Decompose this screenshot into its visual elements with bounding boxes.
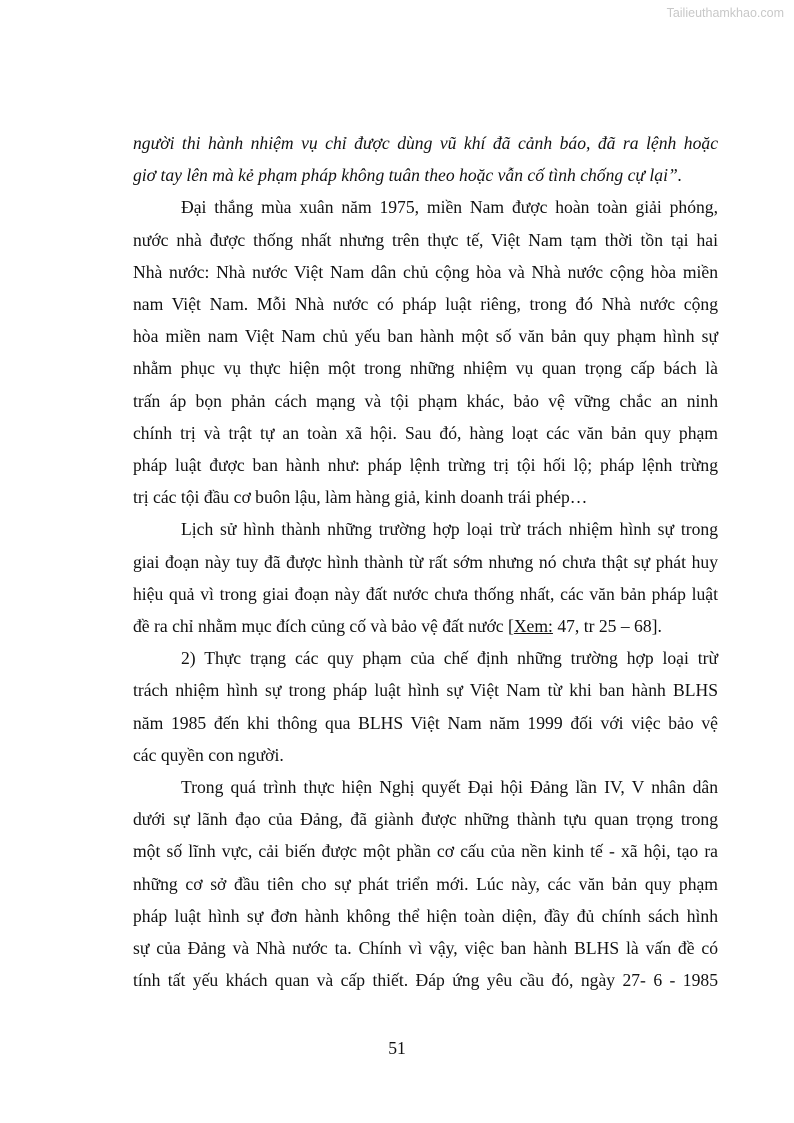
text-line [133,160,718,190]
text-line-content: đề ra chỉ nhằm mục đích củng cố và bảo vệ đất nước [ [133,616,514,636]
text-line [133,836,718,866]
text-line-content: chính trị và trật tự an toàn xã hội. Sau đó, hàng loạt các văn bản quy phạm [133,422,718,443]
text-line [133,353,718,383]
text-line [133,386,718,416]
text-line-content: dưới sự lãnh đạo của Đảng, đã giành được những thành tựu quan trọng trong [133,809,718,830]
text-line-content: 2) Thực trạng các quy phạm của chế định những trường hợp loại trừ [181,648,718,669]
text-line [133,192,718,222]
text-line [133,869,718,899]
text-line [133,675,718,705]
text-line-content: trấn áp bọn phản cách mạng và tội phạm khác, bảo vệ vững chắc an ninh [133,390,718,411]
text-line-content: pháp luật được ban hành như: pháp lệnh trừng trị tội hối lộ; pháp lệnh trừng [133,455,718,475]
watermark: Tailieuthamkhao.com [666,6,784,20]
text-line-content: hòa miền nam Việt Nam chủ yếu ban hành một số văn bản quy phạm hình sự [133,326,718,347]
text-line-content: tính tất yếu khách quan và cấp thiết. Đáp ứng yêu cầu đó, ngày 27- 6 - 1985 [133,970,718,991]
text-line [133,901,718,931]
text-line [133,225,718,255]
text-line-content: trách nhiệm hình sự trong pháp luật hình sự Việt Nam từ khi ban hành BLHS [133,680,718,701]
text-line-content: Đại thắng mùa xuân năm 1975, miền Nam được hoàn toàn giải phóng, [181,197,718,218]
text-line-content: một số lĩnh vực, cải biến được một phần cơ cấu của nền kinh tế - xã hội, tạo ra [133,841,718,862]
page-number: 51 [388,1038,406,1058]
text-line-content: những cơ sở đầu tiên cho sự phát triển mới. Lúc này, các văn bản quy phạm [133,873,718,894]
text-line-content: pháp luật hình sự đơn hành không thể hiện toàn diện, đầy đủ chính sách hình [133,905,718,926]
text-line-content: nhằm phục vụ thực hiện một trong những nhiệm vụ quan trọng cấp bách là [133,358,718,379]
text-line-content: người thi hành nhiệm vụ chỉ được dùng vũ khí đã cảnh báo, đã ra lệnh hoặc [133,133,718,153]
text-line [133,933,718,963]
text-line [133,708,718,738]
text-line-content: trị các tội đầu cơ buôn lậu, làm hàng giả, kinh doanh trái phép… [133,487,588,508]
text-line [133,450,718,480]
text-line [133,965,718,995]
text-line [133,482,718,512]
text-line [133,257,718,287]
text-line [133,547,718,577]
text-line [133,804,718,834]
text-line-content: hiệu quả vì trong giai đoạn này đất nước chưa thống nhất, các văn bản pháp luật [133,583,718,604]
text-line-content: năm 1985 đến khi thông qua BLHS Việt Nam năm 1999 đối với việc bảo vệ [133,712,718,733]
reference-link: Xem: [513,616,553,636]
text-line [133,514,718,544]
text-line-content: nước nhà được thống nhất nhưng trên thực tế, Việt Nam tạm thời tồn tại hai [133,229,718,250]
text-line [133,289,718,319]
text-line-content: giai đoạn này tuy đã được hình thành từ rất sớm nhưng nó chưa thật sự phát huy [133,551,718,572]
citation-text: 47, tr 25 – 68]. [552,616,662,636]
text-line-content: các quyền con người. [133,744,284,765]
text-line [133,579,718,609]
text-line-content: Trong quá trình thực hiện Nghị quyết Đại hội Đảng lần IV, V nhân dân [181,777,718,797]
text-line [133,643,718,673]
text-line [133,611,718,641]
text-line [133,321,718,351]
text-line [133,772,718,802]
text-line-content: Nhà nước: Nhà nước Việt Nam dân chủ cộng hòa và Nhà nước cộng hòa miền [133,261,718,282]
text-line-content: giơ tay lên mà kẻ phạm pháp không tuân theo hoặc vẫn cố tình chống cự lại”. [133,165,683,186]
text-line-content: Lịch sử hình thành những trường hợp loại trừ trách nhiệm hình sự trong [181,519,718,540]
text-line [133,740,718,770]
text-line [133,128,718,158]
text-line-content: nam Việt Nam. Mỗi Nhà nước có pháp luật riêng, trong đó Nhà nước cộng [133,294,718,314]
text-line-content: sự của Đảng và Nhà nước ta. Chính vì vậy, việc ban hành BLHS là vấn đề có [133,938,718,958]
text-line [133,418,718,448]
